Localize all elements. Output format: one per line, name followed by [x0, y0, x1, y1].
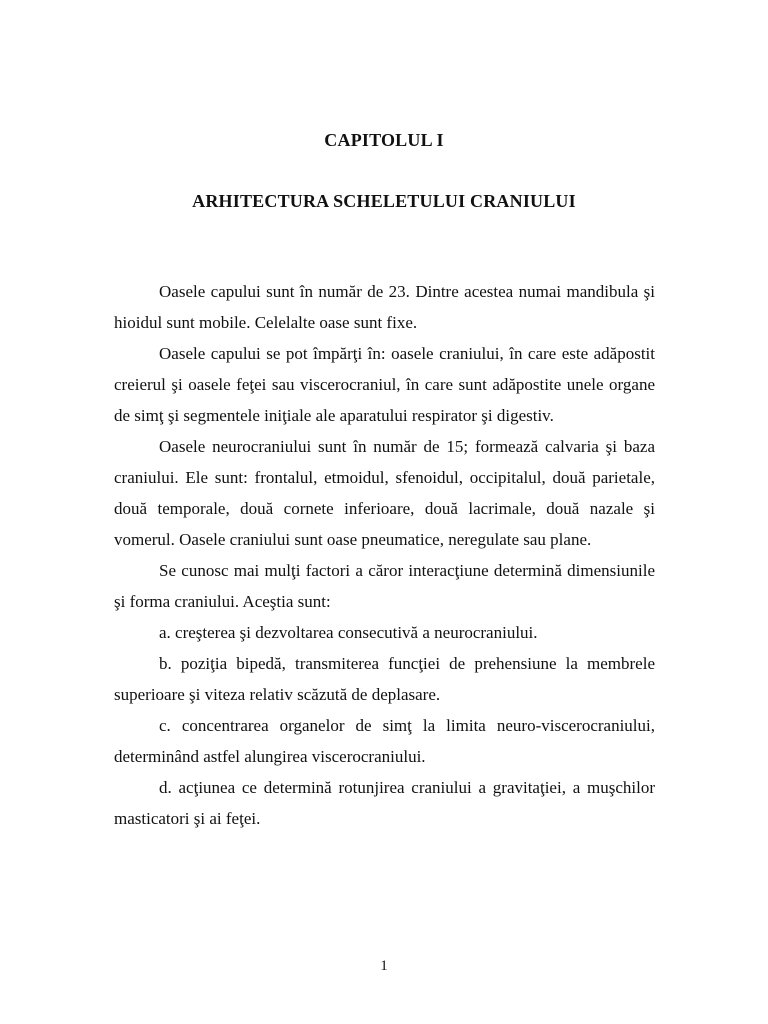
list-item-d: d. acţiunea ce determină rotunjirea craniului a gravitaţiei, a muşchilor masticatori şi ai feţei. — [114, 778, 655, 828]
paragraph: Se cunosc mai mulţi factori a căror interacţiune determină dimensiunile şi forma craniului. Aceştia sunt: — [114, 561, 655, 611]
paragraph: Oasele capului sunt în număr de 23. Dintre acestea numai mandibula şi hioidul sunt mobile. Celelalte oase sunt fixe. — [114, 282, 655, 332]
chapter-title: ARHITECTURA SCHELETULUI CRANIULUI — [192, 191, 576, 211]
chapter-label: CAPITOLUL I — [324, 130, 444, 150]
paragraph: Oasele neurocraniului sunt în număr de 15; formează calvaria şi baza craniului. Ele sunt: frontalul, etmoidul, sfenoidul, occipitalul, două parietale, două temporale, două cornete inferioare, două lacrimale, două nazale şi vomerul. Oasele craniului sunt oase pneumatice, neregulate sau plane. — [114, 437, 655, 549]
list-item-b: b. poziţia bipedă, transmiterea funcţiei de prehensiune la membrele superioare şi viteza relativ scăzută de deplasare. — [114, 654, 655, 704]
paragraph: Oasele capului se pot împărţi în: oasele craniului, în care este adăpostit creierul şi oasele feţei sau viscerocraniul, în care sunt adăpostite unele organe de simţ şi segmentele iniţiale ale aparatului respirator şi digestiv. — [114, 344, 655, 425]
body-text — [114, 276, 655, 834]
list-item-a: a. creşterea şi dezvoltarea consecutivă a neurocraniului. — [159, 623, 538, 642]
list-item-c: c. concentrarea organelor de simţ la limita neuro-viscerocraniului, determinând astfel alungirea viscerocraniului. — [114, 716, 655, 766]
page-number: 1 — [380, 958, 388, 974]
